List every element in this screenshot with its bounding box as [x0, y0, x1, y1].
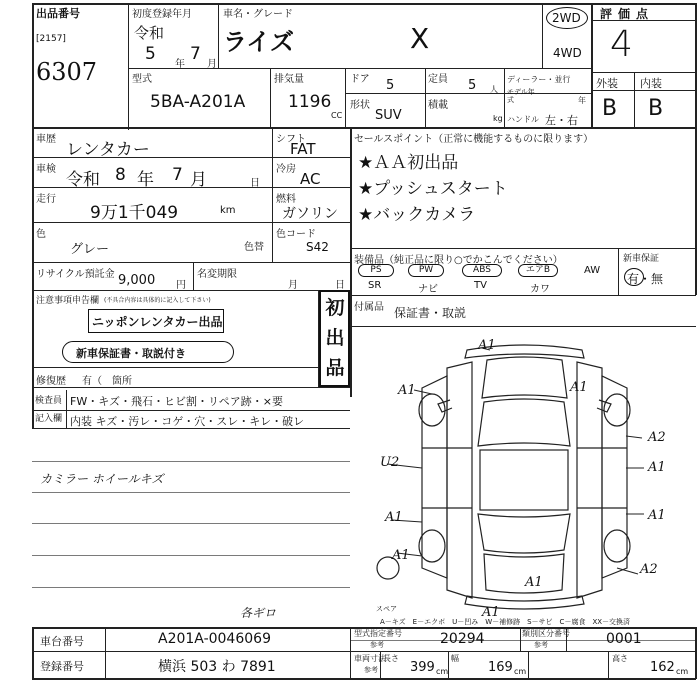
first-listing: 初出品: [325, 297, 345, 379]
width-label: 幅: [451, 654, 459, 663]
chassis-label: 車台番号: [40, 635, 84, 648]
exterior-grade: B: [602, 96, 618, 121]
repair-value: 有（: [82, 376, 102, 387]
shaken-day-label: 日: [250, 178, 260, 189]
color-code: S42: [306, 240, 329, 254]
exterior-label: 外装: [596, 77, 618, 90]
doors: 5: [386, 78, 395, 93]
chassis-number: A201A-0046069: [158, 631, 271, 647]
plate-number: 横浜 503 わ 7891: [158, 659, 276, 675]
color-label: 色: [36, 229, 46, 240]
damage-mark-right-2: A1: [648, 460, 666, 475]
reg-year-unit: 年: [175, 59, 185, 70]
equip-ps: PS: [358, 264, 394, 277]
score-label: 評価点: [600, 7, 655, 21]
mileage-label: 走行: [36, 194, 56, 205]
repair-label: 修復歴: [36, 376, 66, 387]
lot-small-number: [2157]: [36, 34, 66, 44]
shape: SUV: [375, 108, 402, 123]
stamp-warranty-text: 新車保証書・取説付き: [76, 347, 186, 360]
displacement: 1196: [288, 92, 332, 112]
interior-label: 内装: [640, 77, 662, 90]
stamp-rental-text: ニッポンレンタカー出品: [92, 315, 223, 329]
reg-era: 令和: [134, 24, 165, 42]
class-label: 類別区分番号: [522, 629, 570, 638]
damage-mark-rear-right: A2: [640, 562, 658, 577]
score: 4: [610, 24, 633, 65]
spare-label: スペア: [376, 605, 397, 613]
sales-points-label: セールスポイント（正常に機能するものに限ります）: [354, 134, 594, 145]
inspector-fw-row: FW・キズ・飛石・ヒビ割・リペア跡・×要: [70, 395, 283, 408]
recycle-label: リサイクル預託金: [36, 269, 115, 280]
drive-other: 4WD: [553, 46, 582, 60]
height-value: 162: [650, 660, 675, 675]
reg-date-label: 初度登録年月: [132, 9, 192, 20]
shaken-year-unit: 年: [137, 170, 154, 190]
lot-number: 6307: [36, 58, 98, 86]
accessories-label: 付属品: [354, 302, 384, 313]
damage-mark-front: A1: [478, 338, 496, 353]
ac: AC: [300, 170, 321, 188]
shape-label: 形状: [350, 100, 370, 111]
sales-point-3: ★バックカメラ: [358, 205, 476, 225]
type-cert-label: 型式指定番号: [354, 629, 402, 638]
shaken-month-unit: 月: [190, 170, 207, 190]
drive-selected: 2WD: [552, 11, 581, 25]
shift: FAT: [290, 140, 316, 158]
cc-unit: CC: [331, 111, 343, 120]
sales-point-2: ★プッシュスタート: [358, 179, 508, 199]
sales-point-1: ★ＡＡ初出品: [358, 153, 459, 173]
car-name-label: 車名・グレード: [223, 9, 293, 20]
damage-mark-rear-center: A1: [525, 575, 543, 590]
length-unit: cm: [436, 667, 449, 676]
accessories: 保証書・取説: [394, 306, 467, 320]
capacity-label: 定員: [428, 74, 448, 85]
equip-abs: ABS: [462, 264, 502, 277]
damage-mark-front-left: A1: [398, 383, 416, 398]
deadline-label: 名変期限: [197, 269, 237, 280]
dims-ref: 参考: [364, 666, 378, 674]
dealer-label: ディーラー・並行: [507, 75, 571, 84]
history-label: 車歴: [36, 134, 56, 145]
dims-label: 車両寸法: [354, 654, 386, 663]
capacity: 5: [468, 78, 477, 93]
kg-unit: kg: [493, 114, 503, 123]
fuel-label: 燃料: [276, 194, 296, 205]
model-year-unit: 年: [578, 96, 586, 105]
equip-leather: カワ: [530, 284, 550, 295]
reg-month-unit: 月: [207, 59, 217, 70]
fuel: ガソリン: [282, 206, 338, 222]
color-swap-label: 色替: [244, 242, 264, 253]
doors-label: ドア: [350, 74, 370, 85]
equip-sr: SR: [368, 280, 382, 291]
width-unit: cm: [514, 667, 527, 676]
model-code: 5BA-A201A: [150, 92, 246, 112]
model-year-label: モデル年式: [507, 88, 535, 104]
deadline-month: 月: [288, 280, 298, 291]
handwritten-note-2: 各ギロ: [240, 606, 277, 620]
recycle-yen: 円: [176, 280, 186, 291]
height-label: 高さ: [612, 654, 628, 663]
mileage-unit: km: [220, 205, 236, 216]
equip-aw: AW: [584, 265, 601, 276]
shaken-month: 7: [172, 165, 183, 185]
history-value: レンタカー: [66, 140, 150, 160]
inspector-label-1: 検査員: [35, 396, 63, 406]
interior-grade: B: [648, 96, 664, 121]
new-warranty-label: 新車保証: [623, 254, 660, 264]
type-cert-number: 20294: [440, 631, 485, 647]
equip-navi: ナビ: [418, 284, 438, 295]
damage-mark-rear: A1: [482, 605, 500, 620]
notes-label: 注意事項申告欄: [36, 296, 100, 306]
ac-label: 冷房: [276, 164, 296, 175]
damage-mark-right-1: A2: [648, 430, 666, 445]
equip-pw: PW: [408, 264, 444, 277]
inspector-label-2: 記入欄: [35, 414, 63, 424]
person-unit: 人: [490, 85, 498, 94]
deadline-day: 日: [335, 280, 345, 291]
damage-mark-right-3: A1: [648, 508, 666, 523]
shaken-label: 車検: [36, 164, 56, 175]
color-code-label: 色コード: [276, 229, 316, 240]
damage-mark-left-3: A1: [392, 548, 410, 563]
shift-label: シフト: [276, 134, 306, 145]
load-label: 積載: [428, 100, 448, 111]
lot-label: 出品番号: [36, 7, 80, 20]
plate-label: 登録番号: [40, 660, 84, 673]
type-cert-ref: 参考: [370, 641, 384, 649]
car-grade: X: [410, 22, 430, 55]
damage-legend: A－キズ E－エクボ U－凹み W－補修跡 S－サビ C－腐食 XX－交換済: [380, 618, 631, 626]
equip-airbag: エアB: [518, 264, 558, 277]
equip-tv: TV: [474, 280, 487, 291]
shaken-year: 8: [115, 165, 126, 185]
damage-mark-front-right: A1: [570, 380, 588, 395]
notes-sub: (不具合内容は具体的に記入して下さい): [104, 297, 211, 304]
class-number: 0001: [606, 631, 642, 647]
model-label: 型式: [132, 74, 152, 85]
repair-unit: 箇所: [112, 376, 132, 387]
car-damage-diagram: [352, 328, 696, 624]
mileage: 9万1千049: [90, 203, 179, 223]
length-label: 長さ: [383, 654, 399, 663]
shaken-era: 令和: [66, 170, 100, 190]
reg-month: 7: [190, 44, 201, 64]
handle-label: ハンドル: [507, 115, 539, 124]
width-value: 169: [488, 660, 513, 675]
handwritten-note-1: カミラー ホイールキズ: [40, 472, 164, 486]
equipment-label: 装備品（純正品に限り○でかこんでください）: [354, 255, 563, 266]
new-warranty: 有・無: [627, 272, 664, 286]
car-name: ライズ: [223, 27, 295, 56]
height-unit: cm: [676, 667, 689, 676]
class-ref: 参考: [534, 641, 548, 649]
recycle-amount: 9,000: [118, 273, 156, 288]
reg-year: 5: [145, 44, 156, 64]
length-value: 399: [410, 660, 435, 675]
inspector-interior-row: 内装 キズ・汚レ・コゲ・穴・スレ・キレ・破レ: [70, 415, 305, 428]
displacement-label: 排気量: [274, 74, 304, 85]
damage-mark-left-2: A1: [385, 510, 403, 525]
color-value: グレー: [70, 242, 110, 257]
damage-mark-left-1: U2: [380, 455, 400, 470]
handle-value: 左・右: [545, 114, 578, 127]
